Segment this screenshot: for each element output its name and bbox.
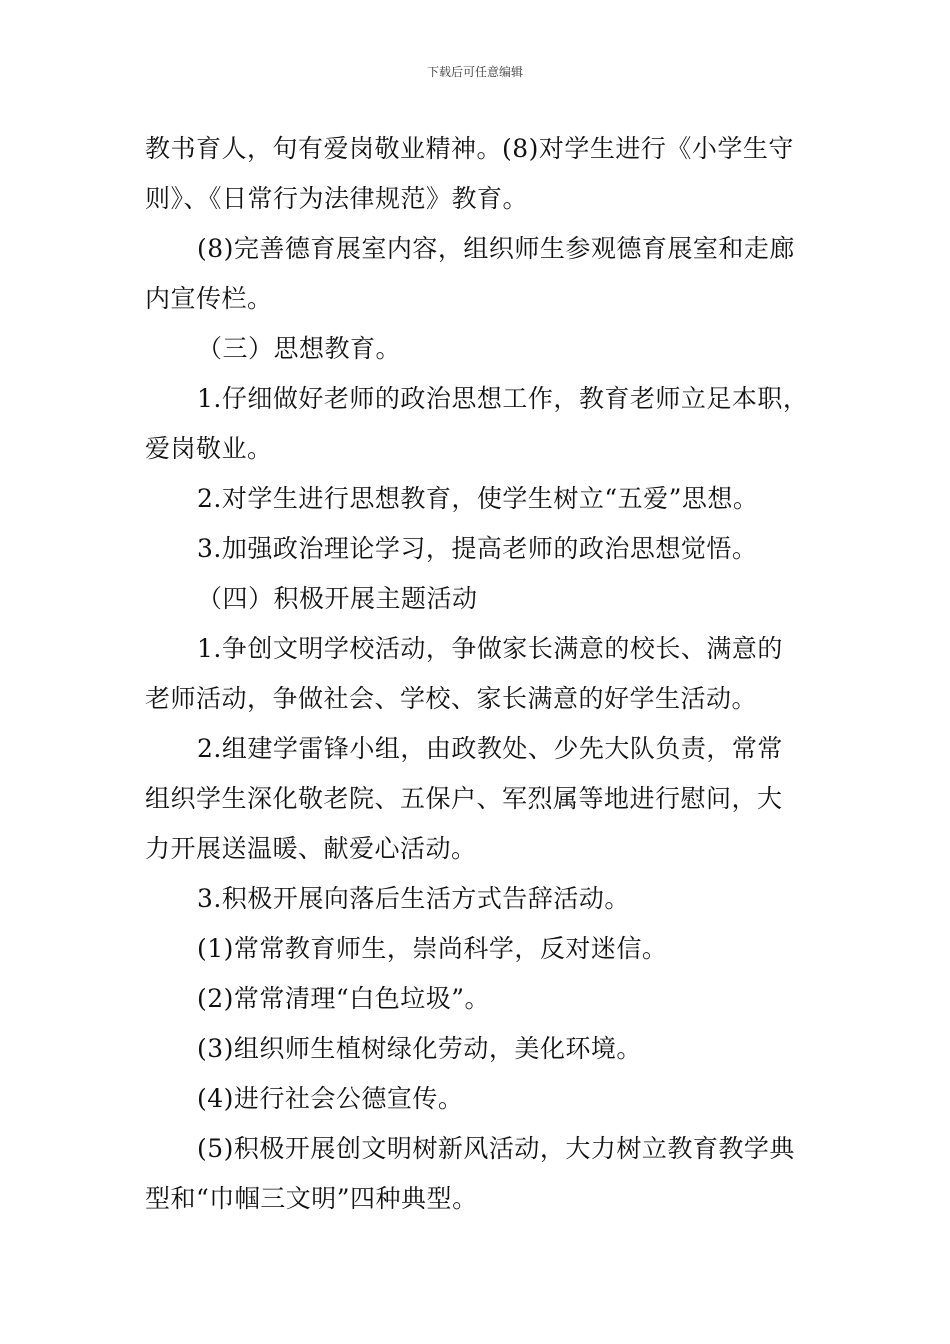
paragraph: [145, 1124, 813, 1224]
text-line: 型和“巾帼三文明”四种典型。: [145, 1184, 478, 1213]
text-line: 1.争创文明学校活动，争做家长满意的校长、满意的: [197, 634, 783, 663]
section-heading: [145, 324, 813, 374]
paragraph: [145, 124, 813, 224]
text-line: (2)常常清理“白色垃圾”。: [197, 984, 490, 1013]
text-line: 则》、《日常行为法律规范》教育。: [145, 184, 529, 213]
text-line: 3.积极开展向落后生活方式告辞活动。: [197, 884, 630, 913]
paragraph: [145, 724, 813, 874]
text-line: (1)常常教育师生，崇尚科学，反对迷信。: [197, 934, 668, 963]
text-line: 力开展送温暖、献爱心活动。: [145, 834, 477, 863]
paragraph: [145, 1024, 813, 1074]
text-line: 3.加强政治理论学习，提高老师的政治思想觉悟。: [197, 534, 758, 563]
text-line: （三）思想教育。: [197, 334, 402, 363]
paragraph: [145, 524, 813, 574]
text-line: (4)进行社会公德宣传。: [197, 1084, 464, 1113]
text-line: 2.组建学雷锋小组，由政教处、少先大队负责，常常: [197, 734, 783, 763]
paragraph: [145, 874, 813, 924]
text-line: (8)完善德育展室内容，组织师生参观德育展室和走廊: [197, 234, 795, 263]
paragraph: [145, 474, 813, 524]
text-line: 老师活动，争做社会、学校、家长满意的好学生活动。: [145, 684, 758, 713]
paragraph: [145, 224, 813, 324]
text-line: 爱岗敬业。: [145, 434, 273, 463]
text-line: 教书育人，句有爱岗敬业精神。(8)对学生进行《小学生守: [145, 134, 794, 163]
text-line: 1.仔细做好老师的政治思想工作，教育老师立足本职，: [197, 384, 809, 413]
paragraph: [145, 974, 813, 1024]
text-line: 组织学生深化敬老院、五保户、军烈属等地进行慰问，大: [145, 784, 783, 813]
text-line: (3)组织师生植树绿化劳动，美化环境。: [197, 1034, 642, 1063]
page-header: 下载后可任意编辑: [426, 65, 523, 79]
paragraph: [145, 1074, 813, 1124]
paragraph: [145, 924, 813, 974]
section-heading: [145, 574, 813, 624]
text-line: 内宣传栏。: [145, 284, 273, 313]
text-line: 2.对学生进行思想教育，使学生树立“五爱”思想。: [197, 484, 759, 513]
document-body: [145, 124, 813, 1224]
text-line: （四）积极开展主题活动: [197, 584, 478, 613]
paragraph: [145, 624, 813, 724]
text-line: (5)积极开展创文明树新风活动，大力树立教育教学典: [197, 1134, 795, 1163]
paragraph: [145, 374, 813, 474]
